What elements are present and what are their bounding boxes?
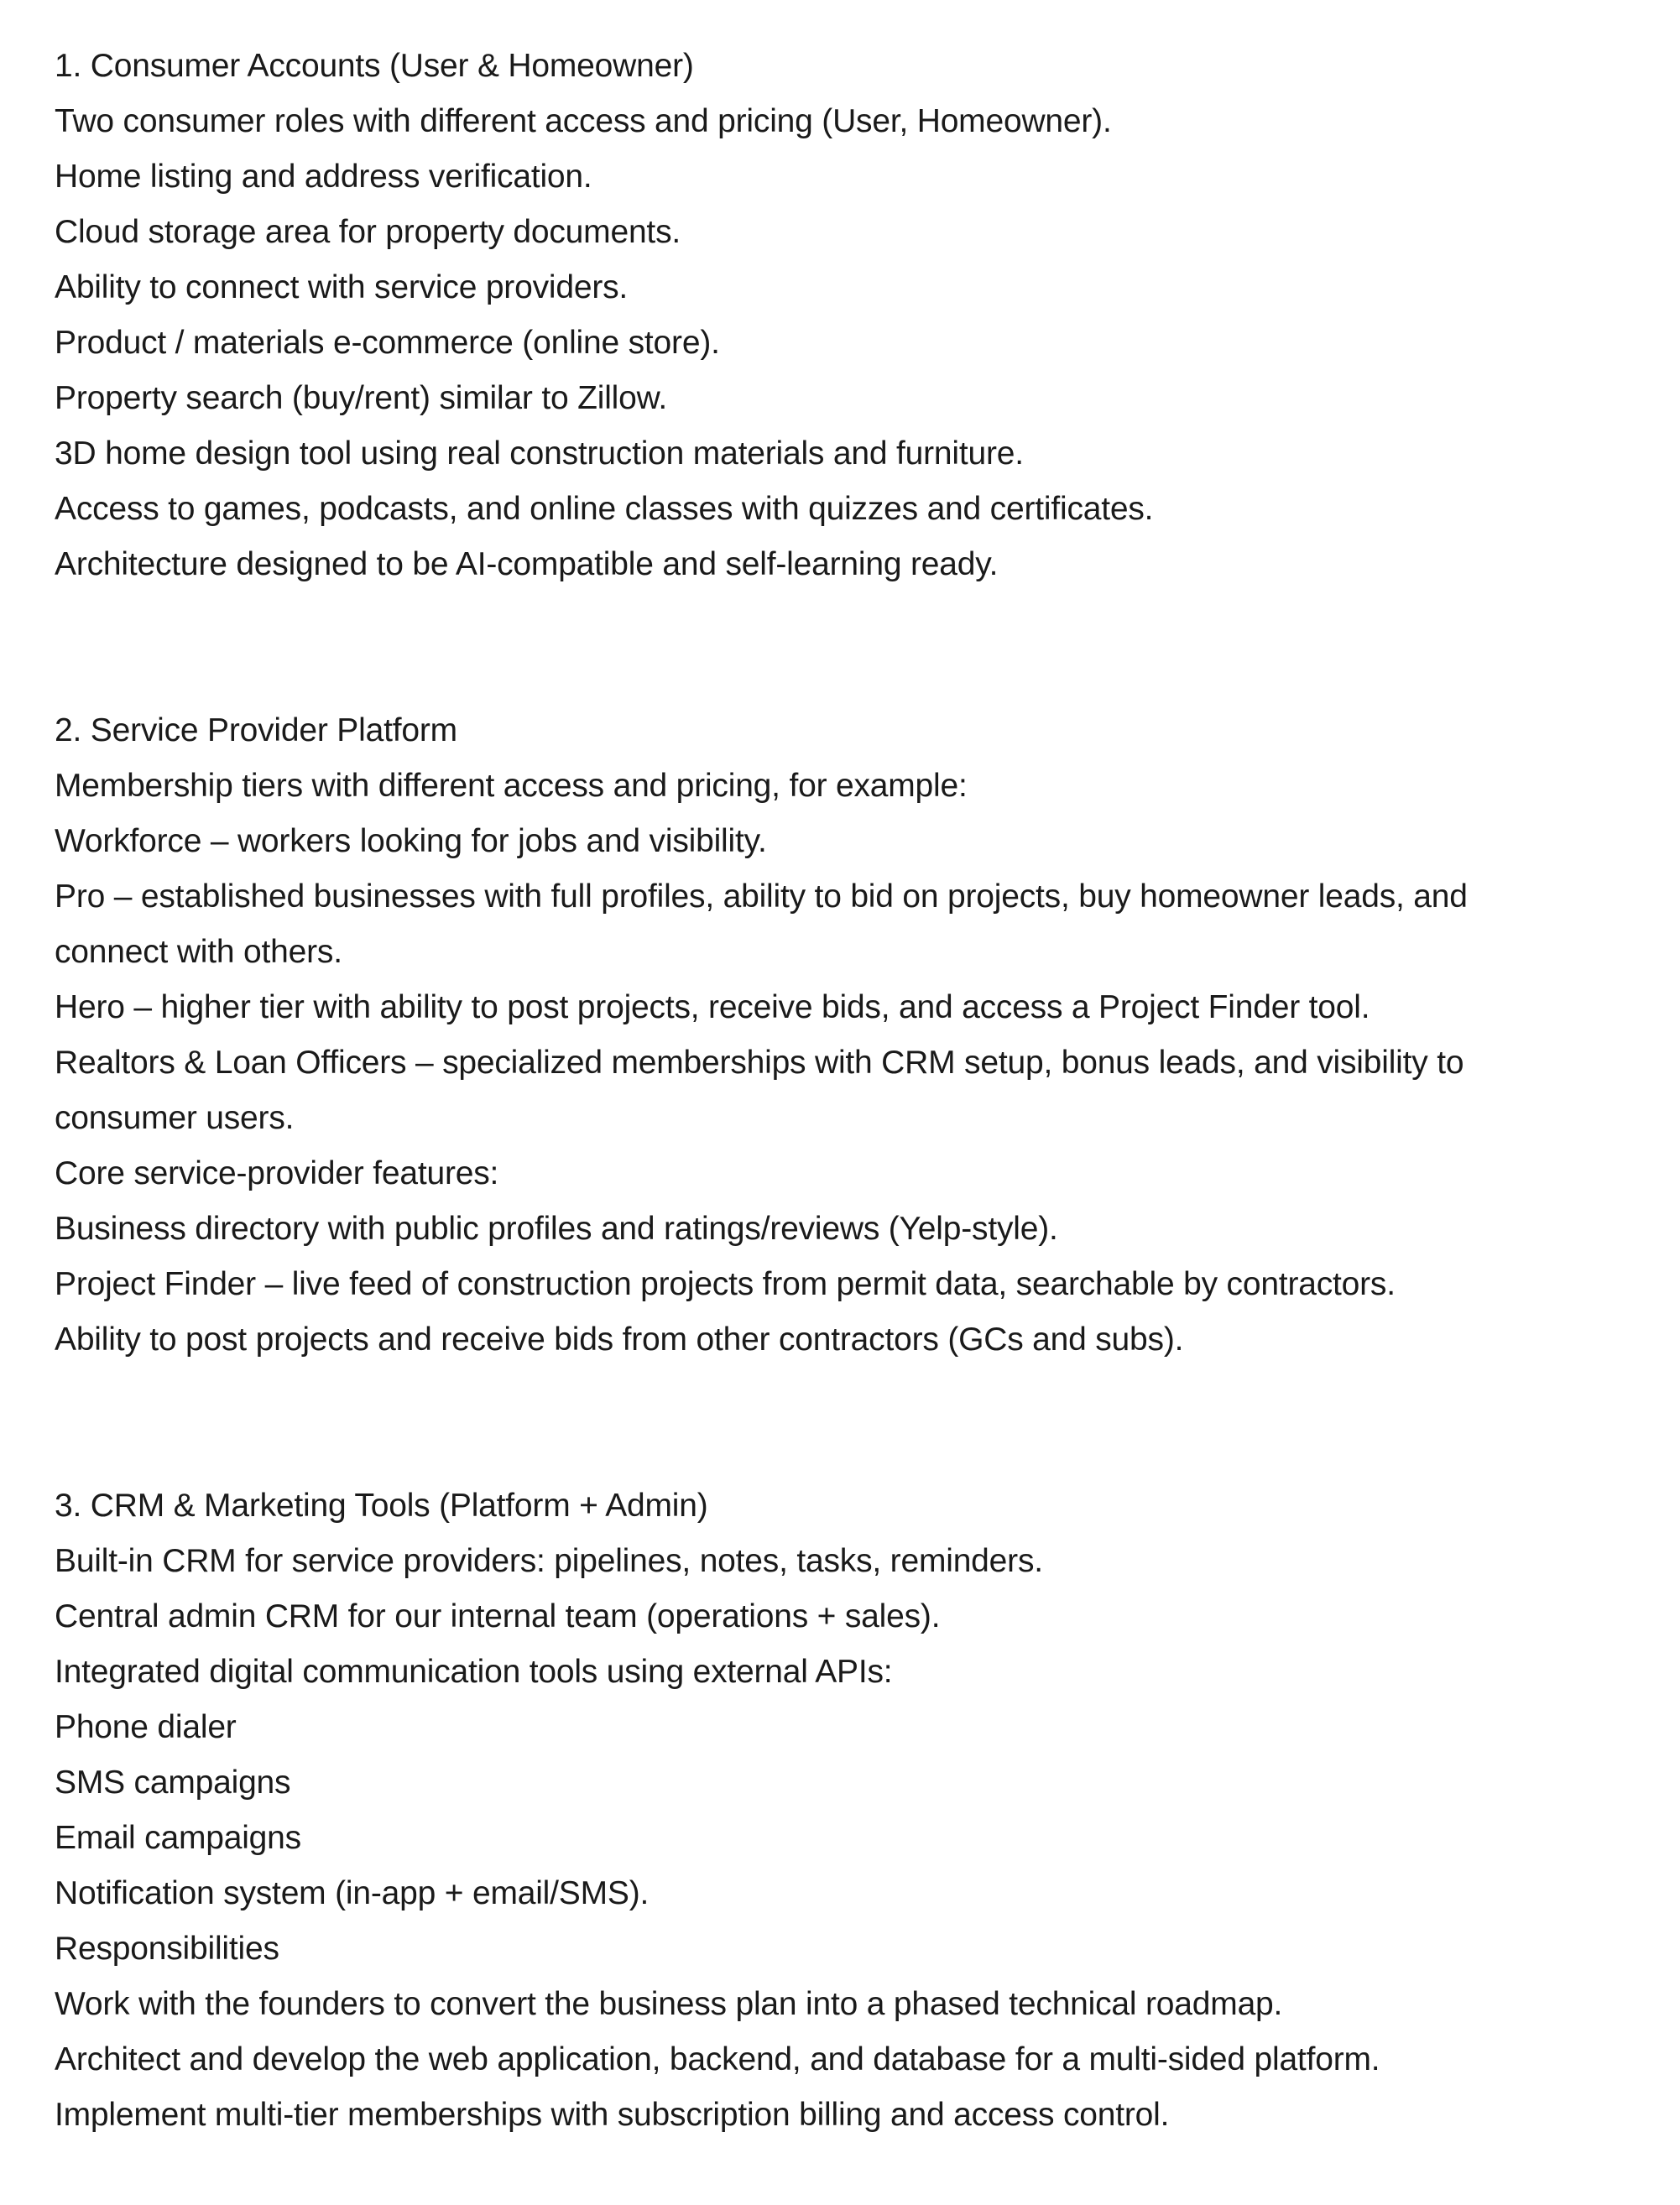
section-heading: 2. Service Provider Platform [55, 712, 457, 748]
list-item [55, 94, 1649, 149]
section-1 [55, 39, 1649, 592]
list-item [55, 1977, 1649, 2032]
text-line: 3D home design tool using real construction materials and furniture. [55, 435, 1024, 472]
list-item [55, 1645, 1649, 1700]
list-item [55, 315, 1649, 371]
text-line: Work with the founders to convert the business plan into a phased technical roadmap. [55, 1986, 1283, 2022]
list-item [55, 482, 1649, 537]
list-item [55, 1534, 1649, 1589]
text-line: Integrated digital communication tools using external APIs: [55, 1654, 893, 1690]
text-line: Product / materials e-commerce (online store). [55, 325, 720, 361]
list-item [55, 980, 1649, 1035]
text-line: Notification system (in-app + email/SMS). [55, 1875, 650, 1911]
text-line: Two consumer roles with different access and pricing (User, Homeowner). [55, 103, 1112, 139]
text-line: Architect and develop the web application, backend, and database for a multi-sided platform. [55, 2041, 1380, 2077]
text-line: Pro – established businesses with full profiles, ability to bid on projects, buy homeowner leads, and [55, 878, 1468, 915]
text-line: Phone dialer [55, 1709, 237, 1745]
text-line: Project Finder – live feed of construction projects from permit data, searchable by contractors. [55, 1266, 1396, 1302]
text-line: Responsibilities [55, 1931, 279, 1967]
text-line: Realtors & Loan Officers – specialized memberships with CRM setup, bonus leads, and visibility to [55, 1045, 1464, 1081]
list-item [55, 2032, 1649, 2088]
list-item [55, 1035, 1649, 1146]
text-line: Cloud storage area for property documents. [55, 214, 681, 250]
section-2 [55, 703, 1649, 1368]
list-item [55, 1312, 1649, 1368]
text-line: Email campaigns [55, 1820, 301, 1856]
list-item [55, 149, 1649, 205]
text-line: SMS campaigns [55, 1765, 291, 1801]
list-item [55, 758, 1649, 814]
text-line: Core service-provider features: [55, 1155, 499, 1191]
text-line: Implement multi-tier memberships with subscription billing and access control. [55, 2097, 1170, 2133]
text-line: Central admin CRM for our internal team (operations + sales). [55, 1598, 941, 1634]
text-line: Home listing and address verification. [55, 159, 592, 195]
list-item [55, 869, 1649, 980]
list-item [55, 1257, 1649, 1312]
list-item [55, 1921, 1649, 1977]
list-item [55, 260, 1649, 315]
list-item [55, 2088, 1649, 2143]
text-line: Built-in CRM for service providers: pipelines, notes, tasks, reminders. [55, 1543, 1043, 1579]
document-body [55, 39, 1649, 2143]
text-line: Access to games, podcasts, and online classes with quizzes and certificates. [55, 491, 1154, 527]
list-item [55, 1700, 1649, 1755]
text-line: Architecture designed to be AI-compatible and self-learning ready. [55, 546, 999, 582]
text-line: Property search (buy/rent) similar to Zillow. [55, 380, 668, 416]
text-line: Workforce – workers looking for jobs and visibility. [55, 823, 767, 859]
list-item [55, 371, 1649, 426]
list-item [55, 1589, 1649, 1645]
text-line: Business directory with public profiles and ratings/reviews (Yelp-style). [55, 1211, 1058, 1247]
list-item [55, 1811, 1649, 1866]
list-item [55, 1866, 1649, 1921]
section-3 [55, 1478, 1649, 2143]
text-line: connect with others. [55, 934, 342, 970]
list-item [55, 205, 1649, 260]
text-line: Ability to post projects and receive bids from other contractors (GCs and subs). [55, 1321, 1184, 1358]
text-line: Membership tiers with different access and pricing, for example: [55, 768, 968, 804]
section-heading: 1. Consumer Accounts (User & Homeowner) [55, 48, 694, 84]
list-item [55, 426, 1649, 482]
list-item [55, 814, 1649, 869]
list-item [55, 537, 1649, 592]
list-item [55, 1202, 1649, 1257]
list-item [55, 1146, 1649, 1202]
text-line: Ability to connect with service providers. [55, 269, 629, 305]
text-line: consumer users. [55, 1100, 295, 1136]
section-heading: 3. CRM & Marketing Tools (Platform + Admin) [55, 1488, 708, 1524]
text-line: Hero – higher tier with ability to post projects, receive bids, and access a Project Finder tool. [55, 989, 1370, 1025]
list-item [55, 1755, 1649, 1811]
